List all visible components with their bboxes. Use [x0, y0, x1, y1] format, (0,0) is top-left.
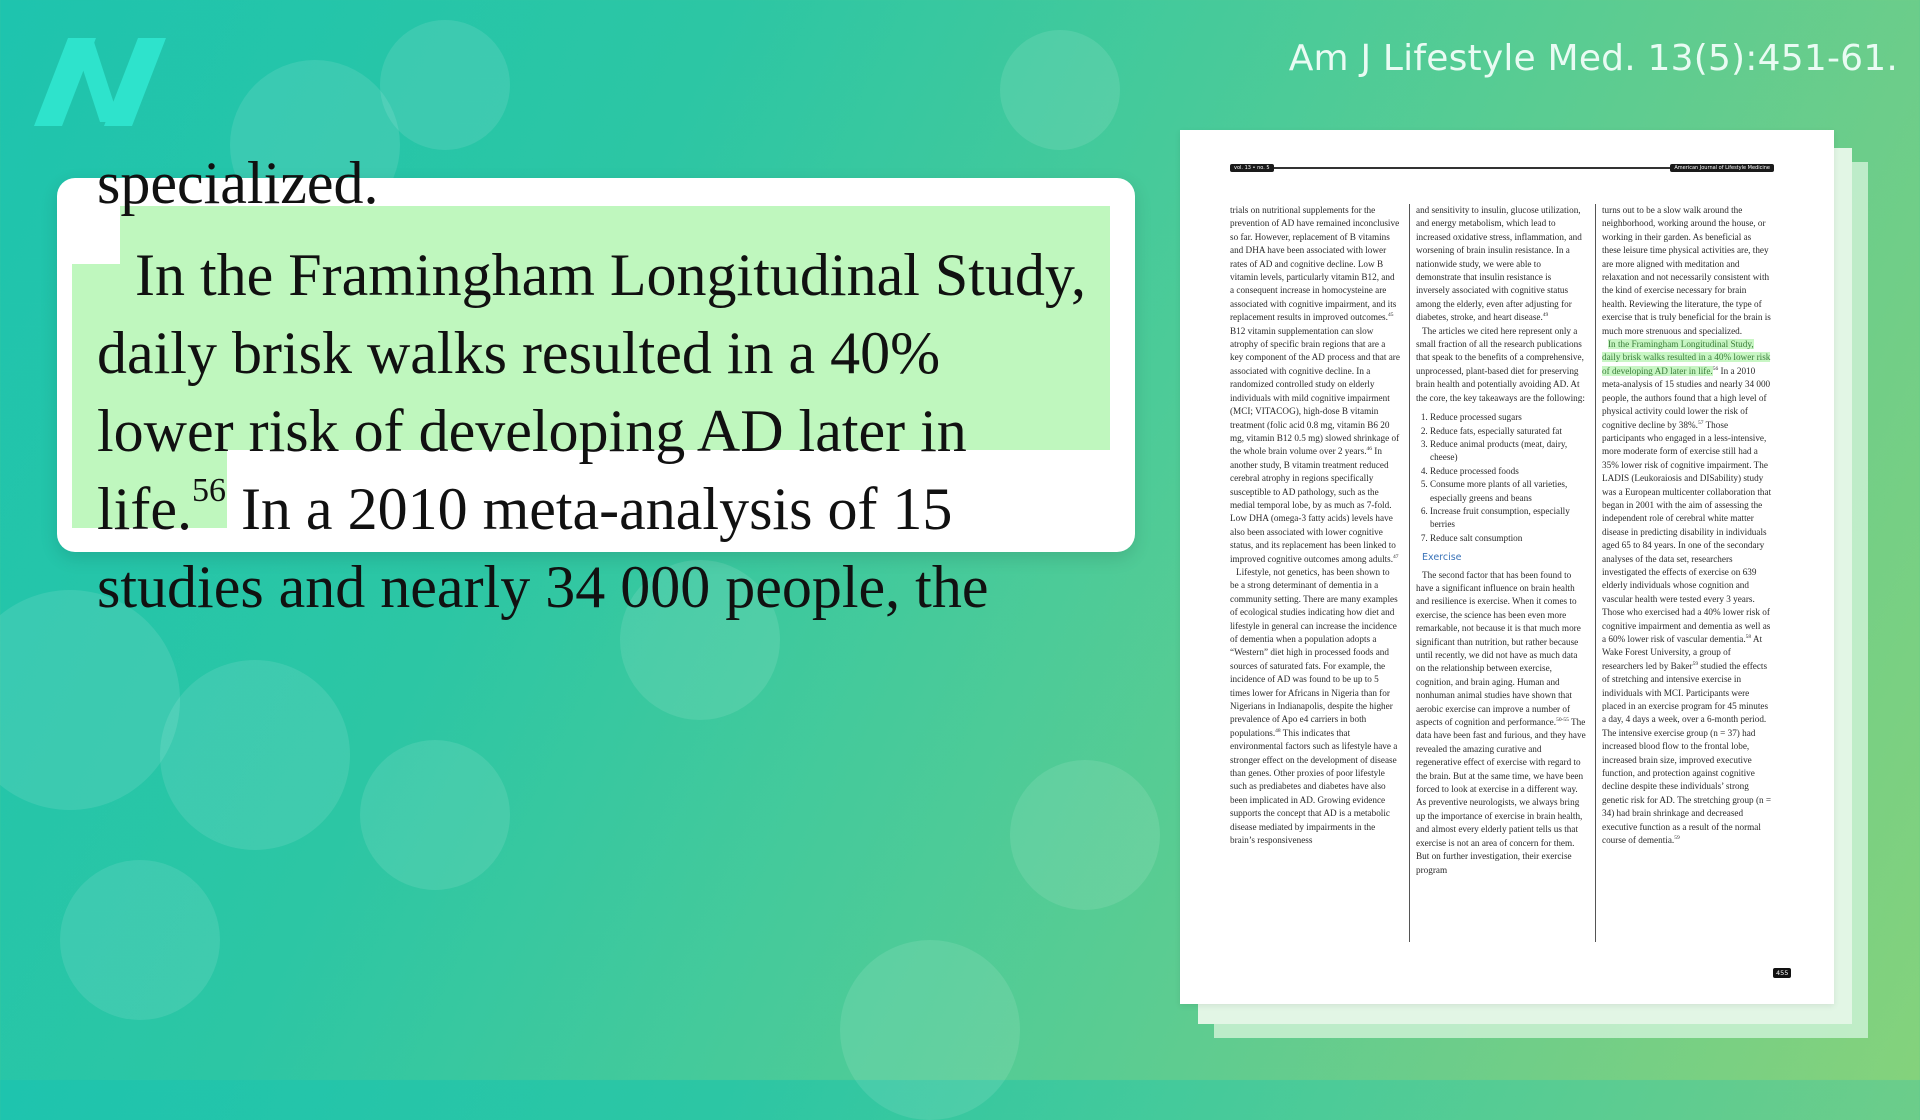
background-bokeh — [60, 860, 220, 1020]
cut-top-line: specialized. — [97, 150, 379, 216]
paragraph: In the Framingham Longitudinal Study, daily brisk walks resulted in a 40% lower risk of developing AD later in life.$^{56}$ In a 2010 meta-analysis of 15 studies and nearly 34 000 people, the authors found that a high level of physical activity could lower the risk of cognitive decline by 38%.$^{57}$ Those participants who engaged in a less-intensive, more moderate form of exercise still had a 35% lower risk of cognitive impairment. The LADIS (Leukoraiosis and DISability) study was a European multicenter collaboration that began in 2001 with the aim of assessing the independent role of cerebral white matter disease in predicting disability in individuals aged 65 to 84 years. In one of the secondary analyses of the data set, researchers investigated the effects of exercise on 639 elderly individuals whose cognition and vascular health were tested every 3 years. Those who exercised had a 40% lower risk of cognitive impairment and dementia as well as a 60% lower risk of vascular dementia.$^{58}$ At Wake Forest University, a group of researchers led by Baker$^{59}$ studied the effects of stretching and intensive exercise in individuals with MCI. Participants were placed in an exercise program for 45 minutes a day, 4 days a week, over a 6-month period. The intensive exercise group (n = 37) had increased blood flow to the frontal lobe, increased brain size, improved executive function, and protection against cognitive decline despite these individuals’ strong genetic risk for AD. The stretching group (n = 34) had brain shrinkage and decreased executive function as a result of the normal course of dementia.$^{59}$ — [1602, 339, 1772, 846]
footnote-ref: 56 — [191, 472, 226, 509]
excerpt-text: life. — [97, 476, 192, 542]
page-number: 455 — [1773, 968, 1791, 978]
paragraph: and sensitivity to insulin, glucose utilization, and energy metabolism, which lead to increased oxidative stress, inflammation, and worsening of brain insulin resistance. In a nationwide study, we were able to demonstrate that insulin resistance is inversely associated with cognitive status among the elderly, even after adjusting for diabetes, stroke, and heart disease.$^{49}$ — [1416, 205, 1582, 323]
column-divider — [1409, 204, 1410, 942]
journal-name-tag: American Journal of Lifestyle Medicine — [1670, 164, 1774, 172]
paragraph: The articles we cited here represent only a small fraction of all the research publications that speak to the benefits of a comprehensive, unprocessed, plant-based diet for preserving brain health and potentially avoiding AD. At the core, the key takeaways are the following: — [1416, 325, 1585, 403]
journal-page — [1180, 130, 1834, 1004]
running-head — [1230, 164, 1774, 172]
takeaways-list — [1416, 411, 1586, 545]
excerpt-line-2 — [97, 314, 1117, 392]
paragraph: turns out to be a slow walk around the neighborhood, working around the house, or working in their garden. As beneficial as these leisure time physical activities are, they are more aligned with meditation and relaxation and not necessarily consistent with the kind of exercise necessary for brain health. Reviewing the literature, the type of exercise that is truly beneficial for the brain is much more strenuous and specialized. — [1602, 205, 1771, 336]
citation-text: Am J Lifestyle Med. 13(5):451-61. — [1288, 38, 1898, 79]
column-divider — [1595, 204, 1596, 942]
list-item: 3. Reduce animal products (meat, dairy, cheese) — [1430, 438, 1586, 465]
paragraph: trials on nutritional supplements for the prevention of AD have remained inconclusive so far. However, replacement of B vitamins and DHA have been associated with lower rates of AD and cognitive decline. Low B vitamin levels, particularly vitamin B12, and a consequent increase in homocysteine are associated with cognitive impairment, and its replacement results in improved outcomes.$^{45}$ B12 vitamin supplementation can slow atrophy of specific brain regions that are a key component of the AD process and that are associated with cognitive decline. In a randomized controlled study on elderly individuals with mild cognitive impairment (MCI; VITACOG), high-dose B vitamin treatment (folic acid 0.8 mg, vitamin B6 20 mg, vitamin B12 0.5 mg) slowed shrinkage of the whole brain volume over 2 years.$^{46}$ In another study, B vitamin treatment reduced cerebral atrophy in regions specifically susceptible to AD pathology, such as the medial temporal lobe, by as much as 7-fold. Low DHA (omega-3 fatty acids) levels have also been associated with lower cognitive status, and its replacement has been linked to improved cognitive outcomes among adults.$^{47}$ — [1230, 205, 1400, 564]
background-bokeh — [360, 740, 510, 890]
brand-logo-icon — [34, 38, 166, 128]
highlighted-passage: In the Framingham Longitudinal Study, daily brisk walks resulted in a 40% lower risk of developing AD later in life. — [1602, 339, 1771, 376]
volume-tag: vol. 13 • no. 5 — [1230, 164, 1274, 172]
list-item: 1. Reduce processed sugars — [1430, 411, 1586, 424]
excerpt-line-1 — [97, 236, 1117, 314]
background-bokeh — [160, 660, 350, 850]
list-item: 4. Reduce processed foods — [1430, 465, 1586, 478]
section-heading-exercise: Exercise — [1422, 552, 1462, 564]
cut-bottom-line: studies and nearly 34 000 people, the — [97, 554, 989, 620]
excerpt-text: In the Framingham Longitudinal Study, — [135, 242, 1087, 308]
excerpt-line-3 — [97, 392, 1117, 470]
zoomed-excerpt-card — [57, 150, 1135, 620]
list-item: 2. Reduce fats, especially saturated fat — [1430, 425, 1586, 438]
background-bokeh — [1010, 760, 1160, 910]
excerpt-text: In a 2010 meta-analysis of 15 — [225, 476, 953, 542]
list-item: 5. Consume more plants of all varieties, especially greens and beans — [1430, 478, 1586, 505]
excerpt-line-4 — [97, 470, 1117, 548]
paragraph: Lifestyle, not genetics, has been shown to be a strong determinant of dementia in a community setting. There are many examples of ecological studies indicating how diet and lifestyle in general can increase the incidence of dementia when a population adopts a “Western” diet high in processed foods and sources of saturated fats. For example, the incidence of AD was found to be up to 5 times lower for Africans in Nigeria than for Nigerians in Indianapolis, despite the higher prevalence of Apo e4 carriers in both populations.$^{48}$ This indicates that environmental factors such as lifestyle have a stronger effect on the development of disease than genes. Other proxies of poor lifestyle such as prediabetes and diabetes have also been implicated in AD. Growing evidence supports the concept that AD is a metabolic disease mediated by impairments in the brain’s responsiveness — [1230, 566, 1398, 846]
background-bokeh — [380, 20, 510, 150]
paragraph: The second factor that has been found to have a significant influence on brain health and resilience is exercise. When it comes to exercise, the science has been even more remarkable, not because it is that much more significant than nutrition, but rather because until recently, we did not have as much data on the relationship between exercise, cognition, and brain aging. Human and nonhuman animal studies have shown that aerobic exercise can improve a number of aspects of cognition and performance.$^{50-55}$ The data have been fast and furious, and they have revealed the amazing curative and regenerative effect of exercise with regard to the brain. But at the same time, we have been forced to look at exercise in a different way. As preventive neurologists, we always bring up the importance of exercise in brain health, and almost every elderly patient tells us that exercise is not an area of concern for them. But on further investigation, their exercise program — [1416, 569, 1586, 875]
list-item: 6. Increase fruit consumption, especially berries — [1430, 505, 1586, 532]
list-item: 7. Reduce salt consumption — [1430, 532, 1586, 545]
background-bokeh — [1000, 30, 1120, 150]
background-bokeh — [840, 940, 1020, 1120]
excerpt-text: daily brisk walks resulted in a 40% — [97, 320, 941, 386]
column-3 — [1602, 204, 1772, 848]
column-1 — [1230, 204, 1400, 848]
excerpt-text: lower risk of developing AD later in — [97, 398, 967, 464]
column-2 — [1416, 204, 1586, 877]
